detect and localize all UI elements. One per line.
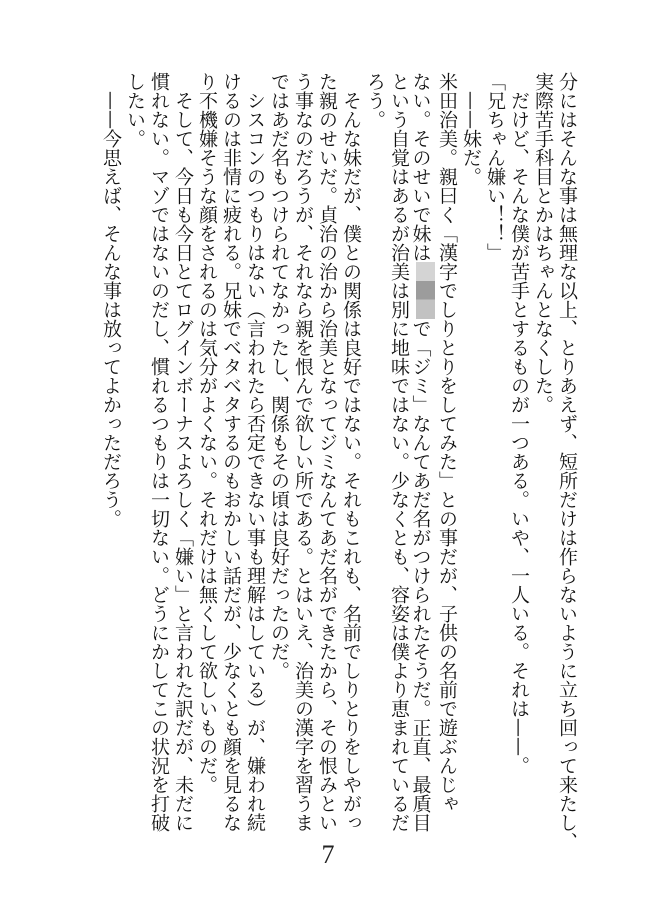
text-line: したい。 [124,72,146,148]
page-number: 7 [321,840,335,869]
text-line: う事なのだろうが、それなら親を恨んで欲しい所である。とはいえ、治美の漢字を習うま [292,72,314,832]
text-line: ろう。 [364,72,386,129]
text-line: けるのは非情に疲れる。兄妹でベタベタするのもおかしい話だが、少なくとも顔を見るな [220,72,242,832]
text-line: 慣れない。マゾではないのだし、慣れるつもりは一切ない。どうにかしてこの状況を打破 [148,72,170,832]
text-line: そして、今日も今日とてログインボーナスよろしく「嫌い」と言われた訳だが、未だに [172,72,194,832]
text-line: た親のせいだ。貞治の治から治美となってジミなんてあだ名ができたから、その恨みとい [316,72,338,832]
text-line: シスコンのつもりはない（言われたら否定できない事も理解はしている）が、嫌われ続 [244,72,266,832]
text-fragment: で「ジミ」なんてあだ名がつけられたそうだ。正直、最貭目 [409,319,432,832]
text-line: 米田治美。親曰く「漢字でしりとりをしてみた」との事だが、子供の名前で遊ぶんじゃ [436,72,458,813]
text-line: 実際苦手科目とかはちゃんとなくした。 [532,72,554,414]
text-line: そんな妹だが、僕との関係は良好ではない。それもこれも、名前でしりとりをしやがっ [340,72,362,832]
censored-mosaic [416,262,435,319]
text-fragment: ない。そのせいで妹は [409,72,432,262]
text-line: ではあだ名もつけられてなかったし、関係もその頃は良好だったのだ。 [268,72,290,680]
text-line [411,72,435,862]
text-line: ——妹だ。 [460,72,482,186]
novel-body-text [89,72,579,862]
text-line: 分にはそんな事は無理な以上、とりあえず、短所だけは作らないように立ち回って来たし、 [556,72,578,851]
text-line: という自覚はあるが治美は別に地味ではない。少なくとも、容姿は僕より恵まれているだ [388,72,410,832]
text-line: り不機嫌そうな顔をされるのは気分がよくない。それだけは無くして欲しいものだ。 [196,72,218,794]
text-line: だけど、そんな僕が苦手とするものが一つある。いや、一人いる。それは——。 [508,72,530,775]
text-line: 「兄ちゃん嫌い！！」 [484,72,506,262]
text-line: ——今思えば、そんな事は放ってよかっただろう。 [100,72,122,528]
